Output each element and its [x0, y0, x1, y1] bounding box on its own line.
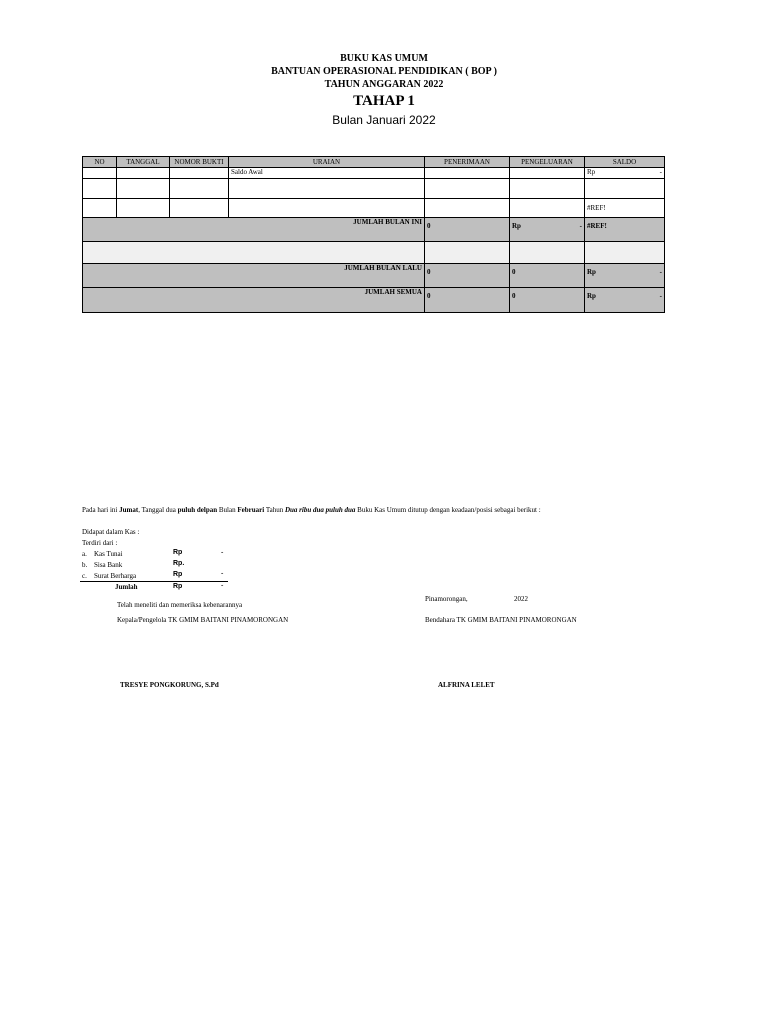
col-header-tanggal: TANGGAL — [117, 157, 170, 168]
jumlah-bulan-ini-row — [83, 218, 665, 242]
closing-month: Februari — [237, 506, 265, 514]
col-header-uraian: URAIAN — [229, 157, 425, 168]
item-c-rp: Rp — [173, 571, 183, 578]
item-a-rp: Rp — [173, 549, 183, 556]
header-tahap: TAHAP 1 — [353, 93, 415, 109]
jumlah-semua-penerimaan: 0 — [425, 288, 510, 313]
kepala-title: Kepala/Pengelola TK GMIM BAITANI PINAMORONGAN — [117, 616, 289, 624]
col-header-pengeluaran: PENGELUARAN — [510, 157, 585, 168]
col-header-no: NO — [83, 157, 117, 168]
jumlah-bulan-ini-pengeluaran: Rp - — [510, 218, 585, 242]
jumlah-semua-pengeluaran: 0 — [510, 288, 585, 313]
signing-place: Pinamorongan, — [425, 595, 468, 603]
saldo-ref-value: #REF! — [585, 199, 665, 218]
jumlah-semua-label: JUMLAH SEMUA — [83, 288, 425, 313]
item-a-label: Kas Tunai — [94, 550, 123, 558]
kepala-signature-name: TRESYE PONGKORUNG, S.Pd — [120, 681, 219, 689]
sum-divider — [80, 581, 228, 582]
jumlah-bulan-lalu-label: JUMLAH BULAN LALU — [83, 264, 425, 288]
closing-year-words: Dua ribu dua puluh dua — [284, 506, 356, 514]
table-row — [83, 242, 665, 264]
jumlah-rp: Rp — [173, 583, 183, 590]
col-header-saldo: SALDO — [585, 157, 665, 168]
item-b-label: Sisa Bank — [94, 561, 123, 569]
saldo-awal-value: Rp - — [585, 168, 665, 179]
item-a-letter: a. — [82, 550, 87, 558]
item-c-value: - — [221, 569, 224, 577]
table-header-row — [83, 157, 665, 168]
terdiri-label: Terdiri dari : — [82, 539, 118, 547]
bendahara-title: Bendahara TK GMIM BAITANI PINAMORONGAN — [425, 616, 577, 624]
jumlah-semua-row — [83, 288, 665, 313]
item-a-value: - — [221, 548, 224, 556]
col-header-penerimaan: PENERIMAAN — [425, 157, 510, 168]
header-program: BANTUAN OPERASIONAL PENDIDIKAN ( BOP ) — [271, 66, 497, 77]
item-c-label: Surat Berharga — [94, 572, 137, 580]
jumlah-bulan-ini-penerimaan: 0 — [425, 218, 510, 242]
jumlah-bulan-ini-label: JUMLAH BULAN INI — [83, 218, 425, 242]
closing-date: puluh delpan — [177, 506, 218, 514]
jumlah-bulan-lalu-pengeluaran: 0 — [510, 264, 585, 288]
didapat-label: Didapat dalam Kas : — [82, 528, 140, 536]
jumlah-value: - — [221, 581, 224, 589]
header-title: BUKU KAS UMUM — [340, 53, 428, 64]
item-c-letter: c. — [82, 572, 87, 580]
jumlah-bulan-ini-saldo: #REF! — [585, 218, 665, 242]
cash-ledger-table — [82, 156, 665, 313]
saldo-awal-label: Saldo Awal — [229, 168, 425, 179]
jumlah-bulan-lalu-penerimaan: 0 — [425, 264, 510, 288]
verification-text: Telah meneliti dan memeriksa kebenarannya — [117, 601, 243, 609]
table-row — [83, 199, 665, 218]
header-year: TAHUN ANGGARAN 2022 — [324, 79, 444, 90]
table-row — [83, 168, 665, 179]
closing-statement: Pada hari ini Jumat, Tanggal dua puluh delpan Bulan Februari Tahun Dua ribu dua puluh dua Buku Kas Umum ditutup dengan keadaan/posisi sebagai berikut : — [82, 506, 541, 514]
jumlah-label: Jumlah — [115, 583, 138, 591]
closing-day: Jumat — [119, 506, 139, 514]
item-b-rp: Rp. — [173, 560, 185, 567]
jumlah-bulan-lalu-saldo: Rp - — [585, 264, 665, 288]
item-b-letter: b. — [82, 561, 88, 569]
jumlah-bulan-lalu-row — [83, 264, 665, 288]
signing-year: 2022 — [514, 595, 528, 603]
document-header — [0, 52, 768, 128]
table-row — [83, 179, 665, 199]
bendahara-signature-name: ALFRINA LELET — [438, 681, 495, 689]
jumlah-semua-saldo: Rp - — [585, 288, 665, 313]
col-header-nomor-bukti: NOMOR BUKTI — [170, 157, 229, 168]
header-month: Bulan Januari 2022 — [332, 113, 436, 127]
